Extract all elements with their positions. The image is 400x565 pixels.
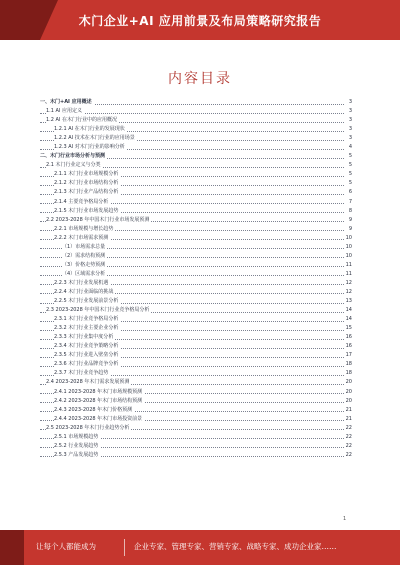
- toc-entry-label: 2.1.5 木门行业市场发展趋势: [54, 207, 120, 216]
- toc-entry-label: 2.1.3 木门行业产品结构分析: [54, 188, 120, 197]
- toc-entry-page: 9: [347, 216, 352, 225]
- toc-entry-label: （3）价格走势预测: [62, 261, 107, 270]
- toc-entry-page: 22: [344, 451, 352, 460]
- table-of-contents: [40, 98, 352, 460]
- toc-entry-page: 8: [347, 207, 352, 216]
- toc-entry-page: 5: [347, 179, 352, 188]
- toc-entry-label: 2.2 2023-2028 年中国木门行业市场发展预测: [46, 216, 151, 225]
- toc-entry[interactable]: [40, 424, 352, 433]
- toc-entry-page: 12: [344, 288, 352, 297]
- toc-entry-page: 13: [344, 297, 352, 306]
- toc-entry[interactable]: [40, 207, 352, 216]
- toc-entry[interactable]: [40, 161, 352, 170]
- footer-accent-band: [0, 530, 24, 565]
- toc-entry[interactable]: [40, 252, 352, 261]
- page-header: [0, 0, 400, 40]
- toc-entry-label: 2.1 木门行业定义与分类: [46, 161, 103, 170]
- toc-entry[interactable]: [40, 369, 352, 378]
- toc-entry-page: 3: [347, 116, 352, 125]
- toc-entry-label: 1.2.1 AI 在木门行业的发展现状: [54, 125, 127, 134]
- toc-entry[interactable]: [40, 406, 352, 415]
- toc-entry[interactable]: [40, 152, 352, 161]
- toc-entry[interactable]: [40, 270, 352, 279]
- toc-entry-page: 6: [347, 188, 352, 197]
- toc-entry[interactable]: [40, 98, 352, 107]
- toc-entry-label: 2.4.1 2023-2028 年木门市场规模预测: [54, 388, 144, 397]
- toc-entry[interactable]: [40, 225, 352, 234]
- page-number: 1: [343, 516, 347, 522]
- toc-entry[interactable]: [40, 279, 352, 288]
- toc-entry[interactable]: [40, 288, 352, 297]
- toc-entry-label: 2.5.2 行业发展趋势: [54, 442, 100, 451]
- toc-entry-page: 22: [344, 433, 352, 442]
- toc-entry[interactable]: [40, 378, 352, 387]
- toc-entry-page: 5: [347, 170, 352, 179]
- toc-entry[interactable]: [40, 315, 352, 324]
- toc-entry[interactable]: [40, 360, 352, 369]
- footer-divider: [124, 539, 125, 556]
- toc-entry[interactable]: [40, 170, 352, 179]
- toc-entry-page: 18: [344, 369, 352, 378]
- toc-entry-label: （4）区域需求分析: [62, 270, 107, 279]
- toc-entry-label: 一、木门+AI 应用概述: [40, 98, 94, 107]
- toc-entry[interactable]: [40, 342, 352, 351]
- toc-entry[interactable]: [40, 397, 352, 406]
- toc-entry-label: 2.3.4 木门行业竞争策略分析: [54, 342, 120, 351]
- toc-entry-label: 1.2.2 AI 技术在木门行业的应用场景: [54, 134, 137, 143]
- toc-entry-page: 21: [344, 406, 352, 415]
- toc-entry[interactable]: [40, 333, 352, 342]
- toc-entry-page: 22: [344, 442, 352, 451]
- toc-entry[interactable]: [40, 188, 352, 197]
- toc-entry-page: 11: [344, 261, 352, 270]
- toc-entry[interactable]: [40, 216, 352, 225]
- toc-entry[interactable]: [40, 107, 352, 116]
- toc-entry-label: 2.1.1 木门行业市场规模分析: [54, 170, 120, 179]
- toc-entry[interactable]: [40, 297, 352, 306]
- toc-entry-page: 14: [344, 306, 352, 315]
- toc-entry[interactable]: [40, 306, 352, 315]
- toc-entry-page: 10: [344, 234, 352, 243]
- toc-entry-page: 9: [347, 225, 352, 234]
- toc-entry[interactable]: [40, 143, 352, 152]
- toc-leader-dots: [40, 113, 344, 114]
- toc-entry[interactable]: [40, 451, 352, 460]
- toc-entry-page: 3: [347, 134, 352, 143]
- toc-entry-label: 2.4.2 2023-2028 年木门市场结构预测: [54, 397, 144, 406]
- toc-entry-label: 2.3.6 木门行业品牌竞争分析: [54, 360, 120, 369]
- toc-entry-page: 21: [344, 415, 352, 424]
- toc-entry-page: 3: [347, 125, 352, 134]
- toc-entry-page: 15: [344, 324, 352, 333]
- toc-entry-label: 2.2.4 木门行业面临的挑战: [54, 288, 115, 297]
- toc-entry-page: 12: [344, 279, 352, 288]
- toc-entry-label: 2.3.3 木门行业集中度分析: [54, 333, 115, 342]
- toc-entry-label: 2.5.1 市场规模趋势: [54, 433, 100, 442]
- toc-entry[interactable]: [40, 324, 352, 333]
- toc-entry-label: 2.1.4 主要竞争格局分析: [54, 198, 110, 207]
- toc-entry-page: 4: [347, 143, 352, 152]
- toc-entry[interactable]: [40, 442, 352, 451]
- toc-entry[interactable]: [40, 234, 352, 243]
- toc-entry-page: 11: [344, 270, 352, 279]
- toc-entry-page: 16: [344, 333, 352, 342]
- toc-entry-label: （2）需求结构预测: [62, 252, 107, 261]
- toc-entry-page: 17: [344, 351, 352, 360]
- toc-entry[interactable]: [40, 351, 352, 360]
- toc-entry-label: 2.3.7 木门行业竞争趋势: [54, 369, 110, 378]
- toc-entry-label: 2.4 2023-2028 年木门需求发展预测: [46, 378, 131, 387]
- toc-entry-label: 2.3.1 木门行业竞争格局分析: [54, 315, 120, 324]
- toc-entry[interactable]: [40, 243, 352, 252]
- toc-entry-label: 1.2 AI 在木门行业中的应用概况: [46, 116, 119, 125]
- toc-entry[interactable]: [40, 433, 352, 442]
- report-title: 木门企业+AI 应用前景及布局策略研究报告: [78, 14, 322, 28]
- toc-entry-label: 1.2.3 AI 对木门行业的影响分析: [54, 143, 127, 152]
- toc-entry-page: 20: [344, 397, 352, 406]
- toc-entry-label: 2.1.2 木门行业市场结构分析: [54, 179, 120, 188]
- toc-entry-page: 5: [347, 152, 352, 161]
- toc-entry[interactable]: [40, 125, 352, 134]
- toc-entry-label: 2.3.2 木门行业主要企业分析: [54, 324, 120, 333]
- toc-entry-page: 22: [344, 424, 352, 433]
- toc-entry-page: 3: [347, 98, 352, 107]
- toc-entry-page: 10: [344, 243, 352, 252]
- toc-entry-page: 20: [344, 378, 352, 387]
- toc-entry[interactable]: [40, 179, 352, 188]
- toc-entry-label: 2.2.3 木门行业发展机遇: [54, 279, 110, 288]
- toc-entry-page: 16: [344, 342, 352, 351]
- footer-slogan-left: 让每个人都能成为: [36, 542, 96, 551]
- toc-entry-page: 3: [347, 107, 352, 116]
- toc-entry-label: 2.4.3 2023-2028 年木门价格预测: [54, 406, 134, 415]
- toc-heading: 内容目录: [168, 71, 232, 87]
- toc-entry[interactable]: [40, 388, 352, 397]
- toc-entry-label: 二、木门行业市场分析与预测: [40, 152, 107, 161]
- toc-entry-page: 18: [344, 360, 352, 369]
- toc-entry[interactable]: [40, 134, 352, 143]
- toc-entry-label: 2.3 2023-2028 年中国木门行业竞争格局分析: [46, 306, 151, 315]
- toc-entry-label: （1）市场需求总量: [62, 243, 107, 252]
- toc-entry-label: 2.2.1 市场规模与增长趋势: [54, 225, 115, 234]
- toc-entry-label: 2.4.4 2023-2028 年木门市场投资前景: [54, 415, 144, 424]
- toc-entry-label: 2.3.5 木门行业进入壁垒分析: [54, 351, 120, 360]
- toc-entry-label: 2.5.3 产品发展趋势: [54, 451, 100, 460]
- toc-entry[interactable]: [40, 198, 352, 207]
- toc-entry-label: 1.1 AI 应用定义: [46, 107, 84, 116]
- toc-entry-label: 2.2.5 木门行业发展前景分析: [54, 297, 120, 306]
- toc-entry-page: 20: [344, 388, 352, 397]
- toc-entry-label: 2.5 2023-2028 年木门行业趋势分析: [46, 424, 131, 433]
- toc-entry-page: 10: [344, 252, 352, 261]
- toc-entry-page: 5: [347, 161, 352, 170]
- page-footer: [0, 530, 400, 565]
- toc-entry-page: 7: [347, 198, 352, 207]
- toc-entry-label: 2.2.2 木门市场需求预测: [54, 234, 110, 243]
- toc-entry[interactable]: [40, 415, 352, 424]
- toc-entry-page: 14: [344, 315, 352, 324]
- toc-entry[interactable]: [40, 261, 352, 270]
- footer-slogan-right: 企业专家、管理专家、营销专家、战略专家、成功企业家……: [134, 542, 337, 551]
- toc-entry[interactable]: [40, 116, 352, 125]
